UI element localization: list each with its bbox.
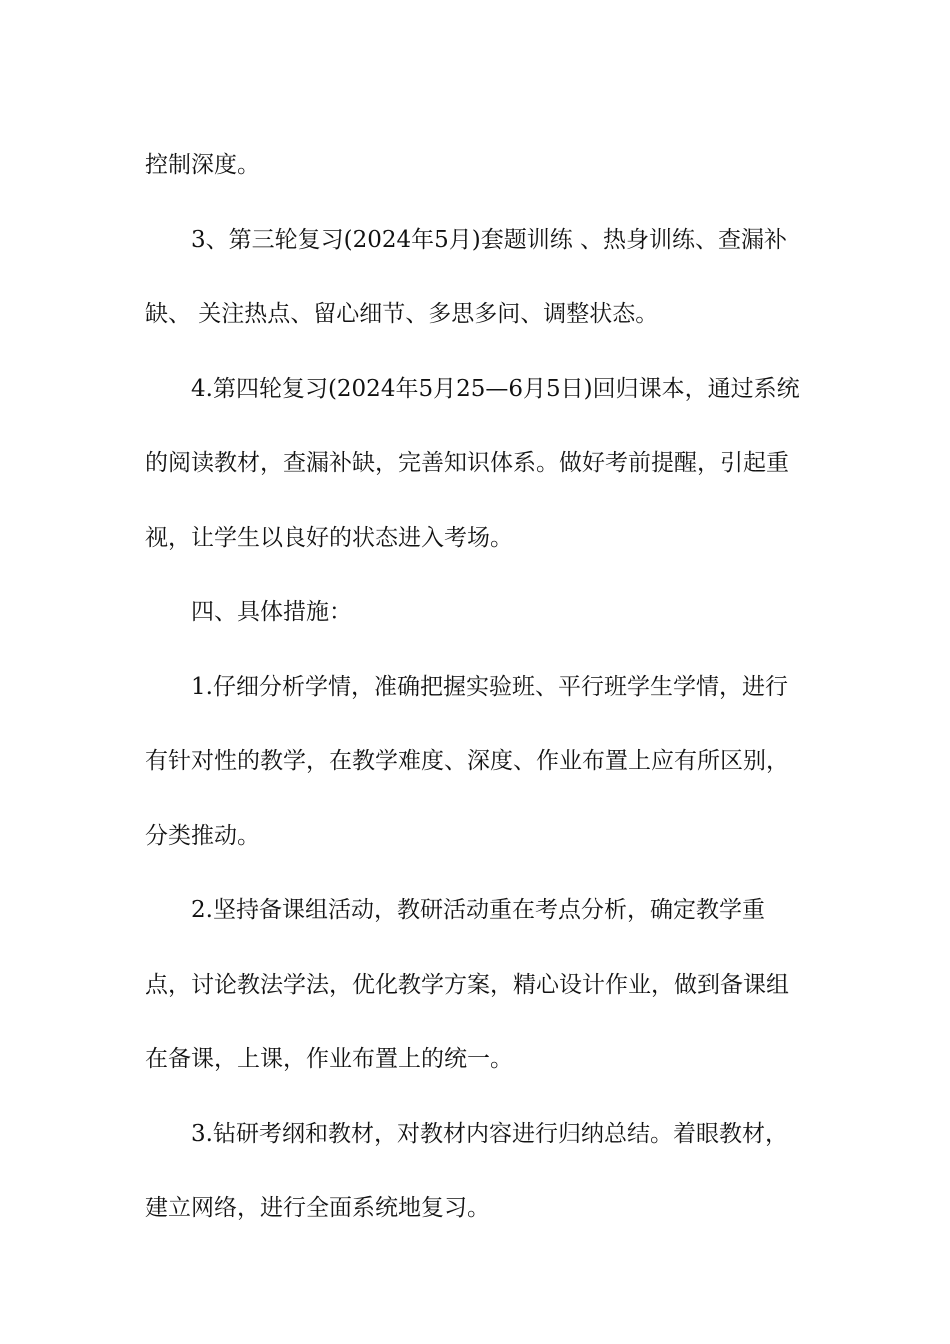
section-heading-measures: 四、具体措施： bbox=[191, 599, 352, 625]
paragraph-fourth-round-review: 4.第四轮复习(2024年5月25—6月5日)回归课本，通过系统的阅读教材，查漏补缺，完善知识体系。做好考前提醒，引起重视，让学生以良好的状态进入考场。 bbox=[145, 375, 800, 551]
paragraph-measure-1: 1.仔细分析学情，准确把握实验班、平行班学生学情，进行有针对性的教学，在教学难度、深度、作业布置上应有所区别，分类推动。 bbox=[145, 673, 789, 849]
paragraph-measure-2: 2.坚持备课组活动，教研活动重在考点分析，确定教学重点，讨论教法学法，优化教学方案，精心设计作业，做到备课组在备课，上课，作业布置上的统一。 bbox=[145, 897, 789, 1072]
paragraph-third-round-review: 3、第三轮复习(2024年5月)套题训练 、热身训练、查漏补缺、 关注热点、留心细节、多思多问、调整状态。 bbox=[145, 226, 788, 327]
paragraph-continuation: 控制深度。 bbox=[145, 152, 260, 178]
paragraph-measure-3: 3.钻研考纲和教材，对教材内容进行归纳总结。着眼教材，建立网络，进行全面系统地复习。 bbox=[145, 1120, 788, 1221]
document-body bbox=[145, 128, 810, 1246]
